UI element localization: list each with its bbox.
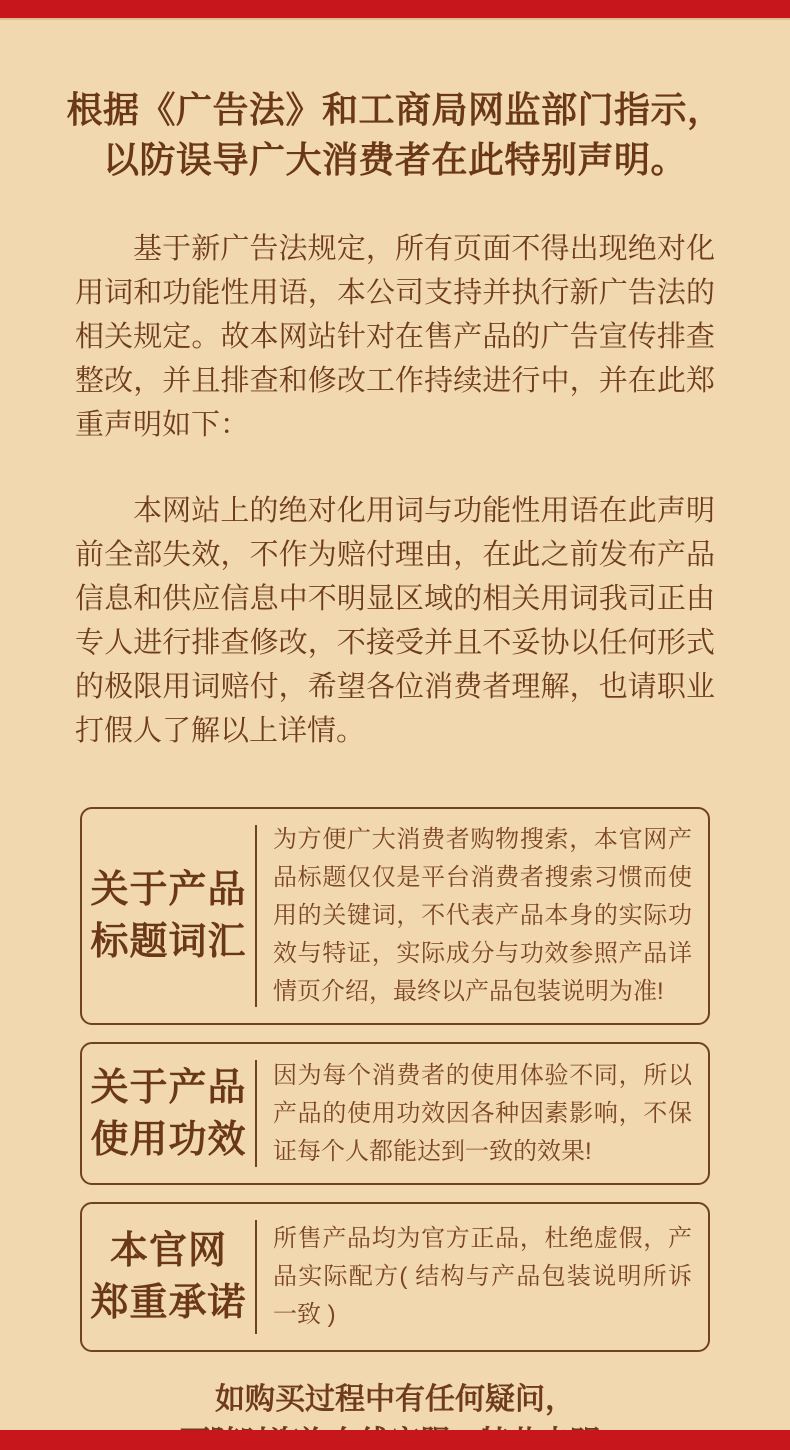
- label-line-2: 使用功效: [90, 1118, 247, 1161]
- title-line-1: 根据《广告法》和工商局网监部门指示，: [66, 90, 724, 130]
- label-line-2: 郑重承诺: [90, 1282, 247, 1324]
- notice-box-product-effect-label: [82, 1060, 257, 1167]
- label-line-2: 标题词汇: [90, 921, 247, 963]
- notice-box-product-effect-text: 因为每个消费者的使用体验不同，所以产品的使用功效因各种因素影响，不保证每个人都能达到一致的效果!: [273, 1061, 692, 1165]
- title-line-2: 以防误导广大消费者在此特别声明。: [102, 140, 687, 180]
- notice-box-official-promise-text: 所售产品均为官方正品，杜绝虚假，产品实际配方( 结构与产品包装说明所诉一致 ): [273, 1225, 692, 1328]
- bottom-red-bar: [0, 1430, 790, 1450]
- notice-box-product-title-text: 为方便广大消费者购物搜索，本官网产品标题仅仅是平台消费者搜索习惯而使用的关键词，不代表产品本身的实际功效与特证，实际成分与功效参照产品详情页介绍，最终以产品包装说明为准!: [273, 826, 692, 1005]
- notice-box-product-effect: [80, 1042, 710, 1185]
- notice-box-official-promise: [80, 1202, 710, 1352]
- notice-box-product-title: [80, 807, 710, 1025]
- label-line-1: 关于产品: [90, 869, 247, 911]
- page-title: [65, 85, 725, 185]
- top-red-bar: [0, 0, 790, 18]
- notice-box-official-promise-label: [82, 1220, 257, 1334]
- footer-line-1: 如购买过程中有任何疑问，: [215, 1383, 575, 1416]
- label-line-1: 关于产品: [90, 1066, 247, 1109]
- statement-paragraph-2: 本网站上的绝对化用词与功能性用语在此声明前全部失效，不作为赔付理由，在此之前发布产品信息和供应信息中不明显区域的相关用词我司正由专人进行排查修改，不接受并且不妥协以任何形式的极限用词赔付，希望各位消费者理解，也请职业打假人了解以上详情。: [75, 495, 715, 747]
- label-line-1: 本官网: [109, 1230, 227, 1272]
- statement-paragraph-1: 基于新广告法规定，所有页面不得出现绝对化用词和功能性用语，本公司支持并执行新广告法的相关规定。故本网站针对在售产品的广告宣传排查整改，并且排查和修改工作持续进行中，并在此郑重声明如下：: [75, 233, 715, 441]
- notice-box-product-title-label: [82, 825, 257, 1007]
